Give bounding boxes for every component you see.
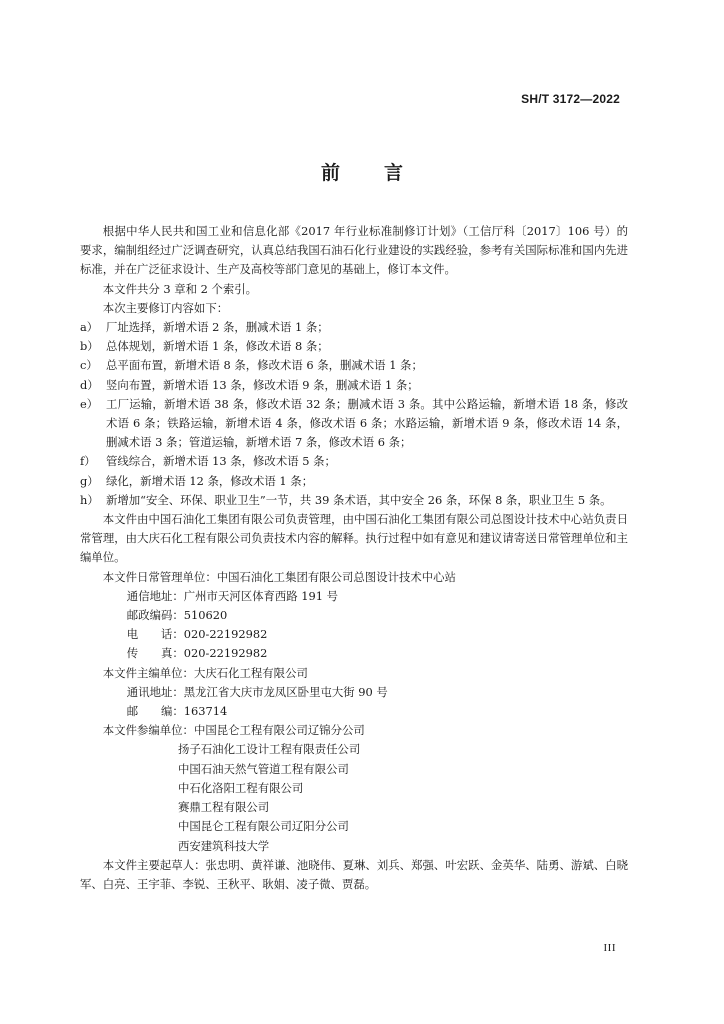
chief-unit-block: [80, 664, 628, 722]
daily-unit-fax: 传 真：020-22192982: [126, 646, 268, 661]
list-item: h） 新增加“安全、环保、职业卫生”一节，共 39 条术语，其中安全 26 条，环保 8 条，职业卫生 5 条。: [80, 492, 612, 507]
daily-unit-line: 本文件日常管理单位：中国石油化工集团有限公司总图设计技术中心站: [102, 569, 456, 584]
list-item: c） 总平面布置，新增术语 8 条，修改术语 6 条，删减术语 1 条；: [80, 358, 423, 373]
list-item: a） 厂址选择，新增术语 2 条，删减术语 1 条；: [80, 320, 329, 335]
participant-org: 扬子石油化工设计工程有限责任公司: [178, 742, 361, 757]
list-item: g） 绿化，新增术语 12 条，修改术语 1 条；: [80, 473, 314, 488]
title-part-1: 前: [320, 162, 340, 184]
list-item: f） 管线综合，新增术语 13 条，修改术语 5 条；: [80, 454, 336, 469]
chief-unit-postcode: 邮 编：163714: [126, 704, 228, 719]
list-item: b） 总体规划，新增术语 1 条，修改术语 8 条；: [80, 339, 329, 354]
structure-paragraph: 本文件共分 3 章和 2 个索引。: [102, 281, 258, 296]
daily-unit-postcode: 邮政编码：510620: [126, 608, 228, 623]
intro-paragraph: 根据中华人民共和国工业和信息化部《2017 年行业标准制修订计划》（工信厅科〔2017〕106 号）的要求，编制组经过广泛调查研究，认真总结我国石油石化行业建设的实践经验，参考有关国际标准和国内先进标准，并在广泛征求设计、生产及高校等部门意见的基础上，修订本文件。: [80, 224, 628, 277]
page-number: III: [603, 942, 616, 954]
list-item: d） 竖向布置，新增术语 13 条，修改术语 9 条，删减术语 1 条；: [80, 377, 419, 392]
participant-org: 中国昆仑工程有限公司辽阳分公司: [178, 819, 349, 834]
standard-code: SH/T 3172—2022: [521, 92, 620, 106]
changes-intro: 本次主要修订内容如下：: [102, 300, 229, 315]
title-part-2: 言: [384, 162, 404, 184]
page-title: [0, 158, 724, 185]
participants-line: 本文件参编单位：中国昆仑工程有限公司辽锦分公司: [102, 723, 365, 738]
daily-unit-phone: 电 话：020-22192982: [126, 627, 268, 642]
participant-org: 中国石油天然气管道工程有限公司: [178, 761, 349, 776]
list-item: e） 工厂运输，新增术语 38 条，修改术语 32 条；删减术语 3 条。其中公路运输，新增术语 18 条，修改术语 6 条；铁路运输，新增术语 4 条，修改术语 6 条；水路运输，新增术语 9 条，修改术语 14 条，删减术语 3 条；管道运输，新增术语 7 条，修改术语 6 条；: [80, 396, 628, 450]
chief-unit-address: 通讯地址：黑龙江省大庆市龙凤区卧里屯大街 90 号: [126, 684, 388, 699]
participant-org: 中石化洛阳工程有限公司: [178, 780, 304, 795]
daily-unit-address: 通信地址：广州市天河区体育西路 191 号: [126, 588, 339, 603]
participants-block: [80, 721, 628, 855]
changes-list: [80, 318, 628, 510]
drafters-paragraph: 本文件主要起草人：张忠明、黄祥谦、池晓伟、夏琳、刘兵、郑强、叶宏跃、金英华、陆勇、游斌、白晓军、白亮、王宇菲、李锐、王秋平、耿娟、凌子微、贾磊。: [80, 857, 628, 891]
foreword-body: [80, 222, 628, 894]
chief-unit-line: 本文件主编单位：大庆石化工程有限公司: [102, 665, 308, 680]
participant-org: 西安建筑科技大学: [178, 838, 270, 853]
participant-org: 赛鼎工程有限公司: [178, 800, 270, 815]
management-paragraph: 本文件由中国石油化工集团有限公司负责管理，由中国石油化工集团有限公司总图设计技术中心站负责日常管理，由大庆石化工程有限公司负责技术内容的解释。执行过程中如有意见和建议请寄送日常管理单位和主编单位。: [80, 512, 628, 565]
daily-unit-block: [80, 568, 628, 664]
